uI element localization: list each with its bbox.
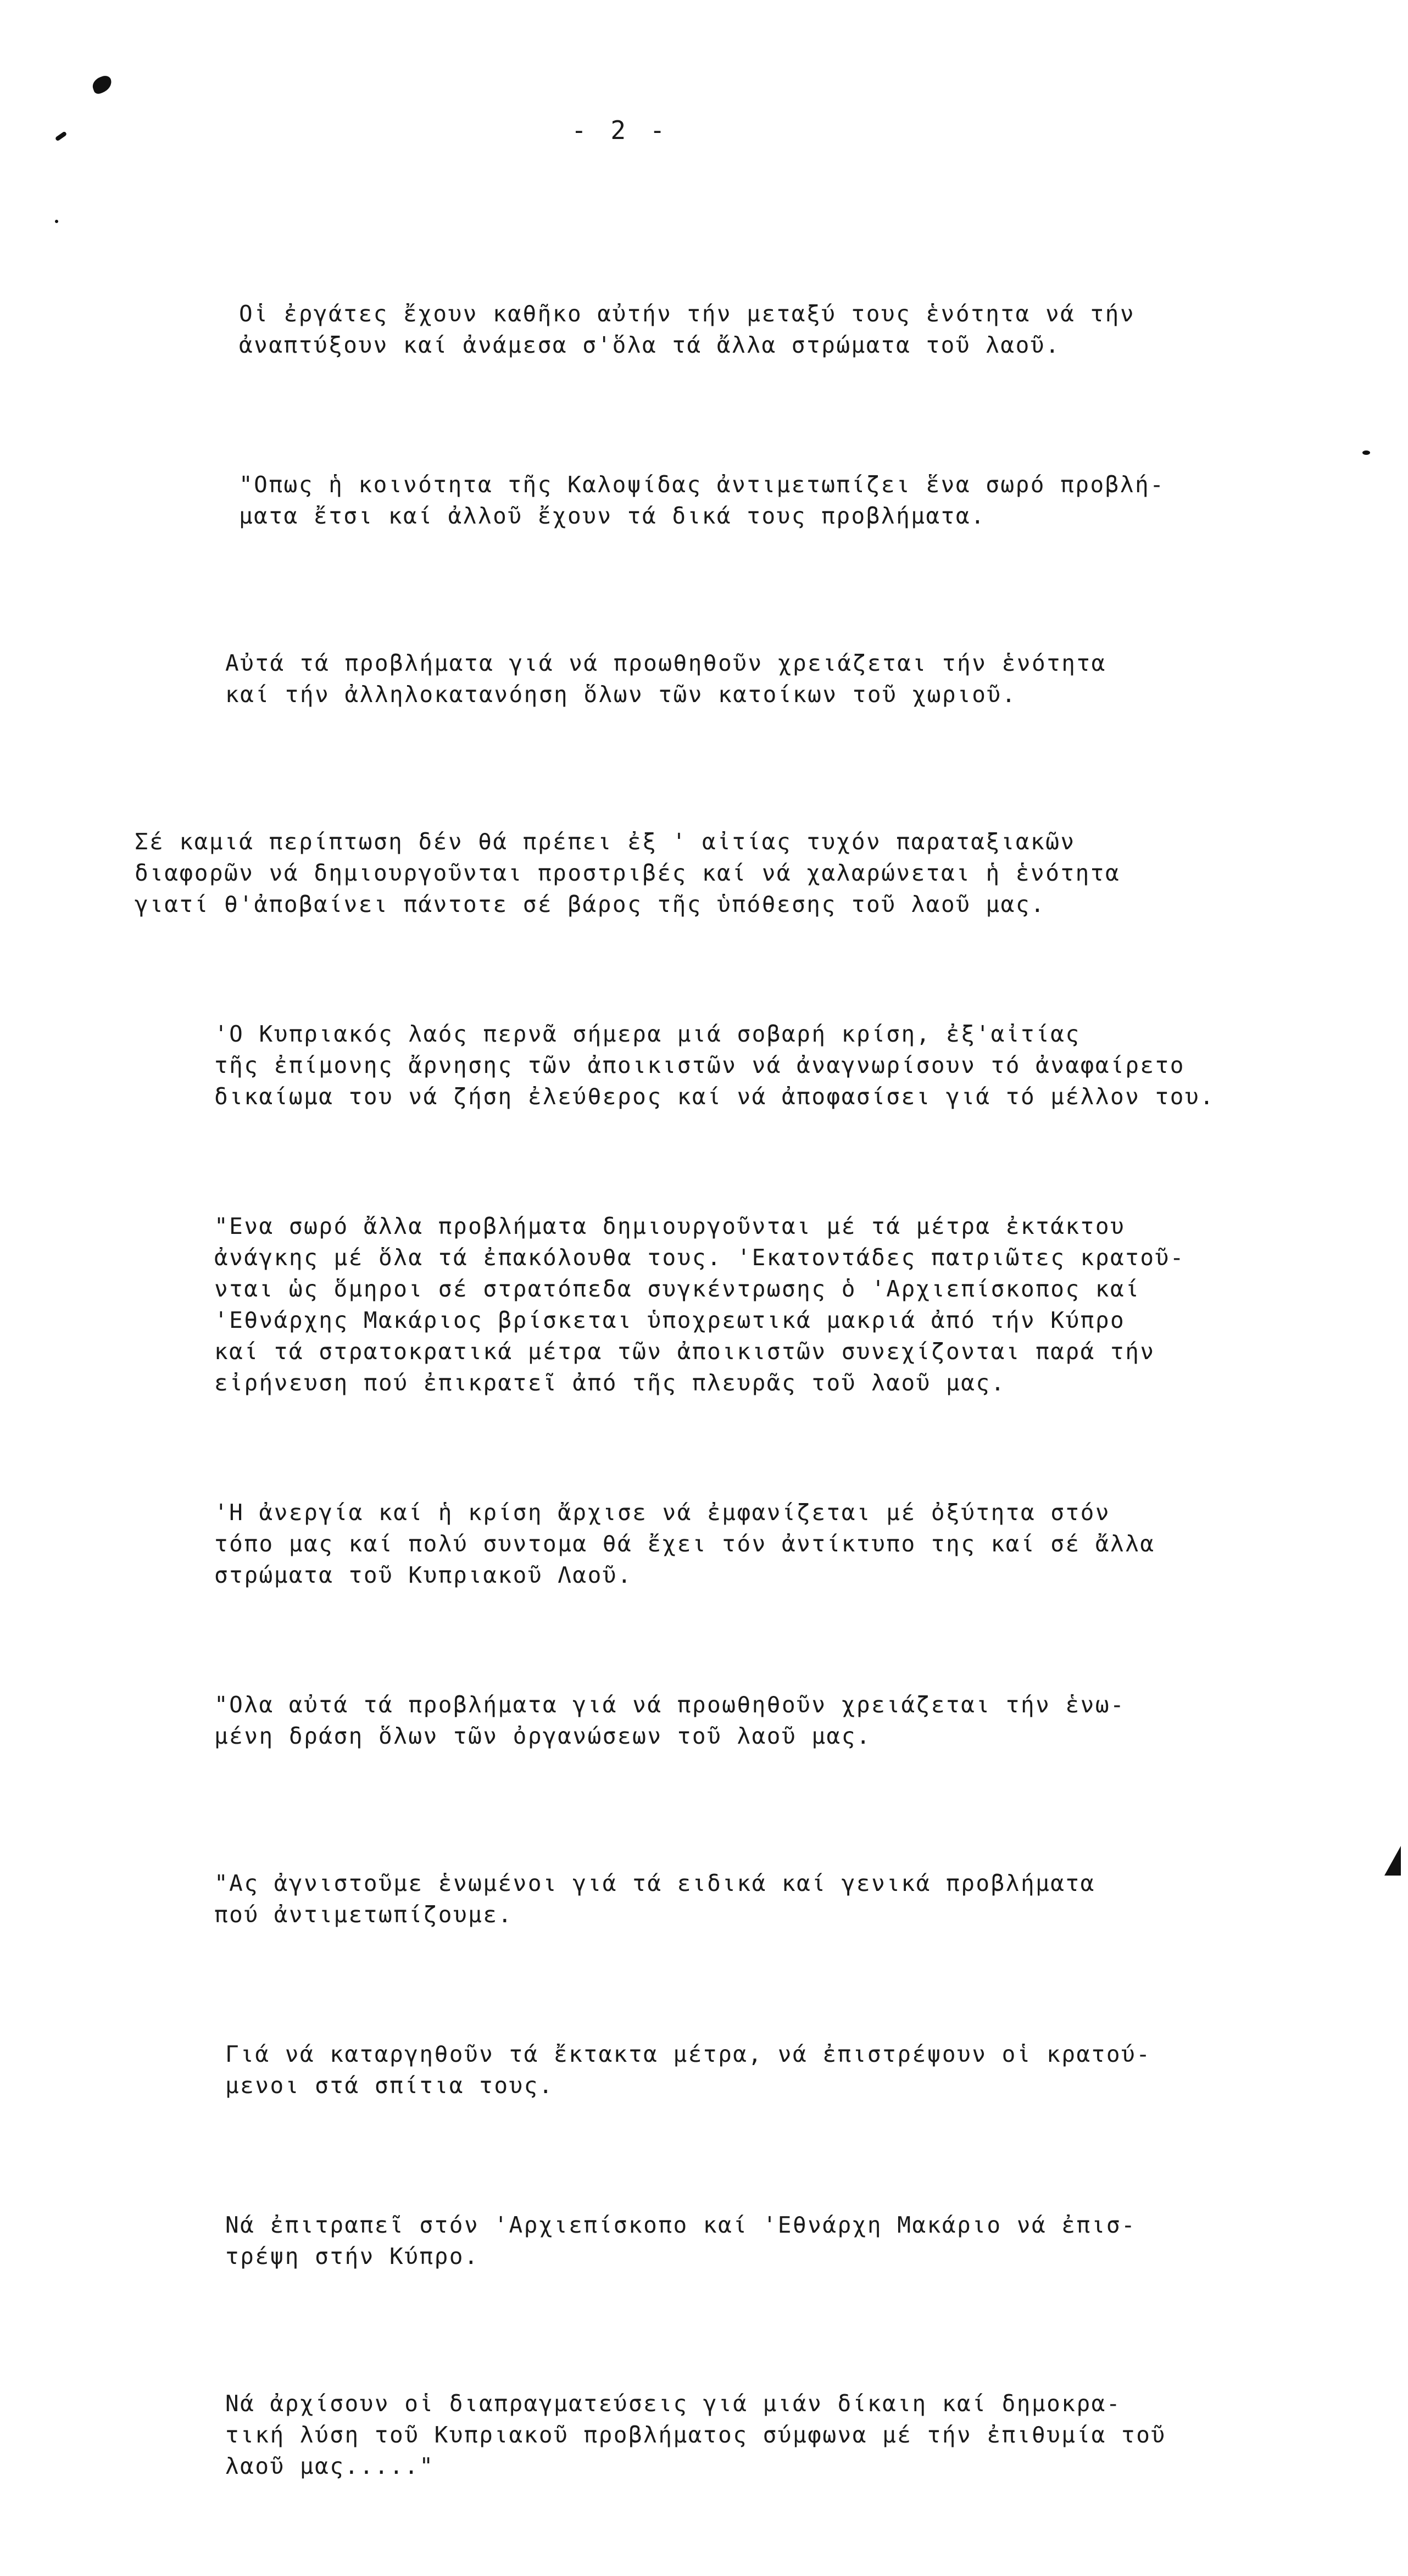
paragraph-united-action [143, 1689, 1285, 1752]
text-line: γιατί θ'ἀποβαίνει πάντοτε σέ βάρος τῆς ὑπόθεσης τοῦ λαοῦ μας. [135, 891, 1046, 917]
text-line: καί τήν ἀλληλοκατανόηση ὅλων τῶν κατοίκων τοῦ χωριοῦ. [225, 681, 1017, 708]
ink-speck [1362, 450, 1370, 455]
paragraph-kalopsida-problems [143, 469, 1285, 532]
text-line: δικαίωμα του νά ζήση ἐλεύθερος καί νά ἀποφασίσει γιά τό μέλλον του. [214, 1083, 1215, 1110]
text-line: 'Ο Κυπριακός λαός περνᾶ σήμερα μιά σοβαρή κρίση, ἐξ'αἰτίας [214, 1021, 1081, 1047]
paragraph-unemployment [143, 1497, 1285, 1591]
text-line: ἀναπτύξουν καί ἀνάμεσα σ'ὅλα τά ἄλλα στρώματα τοῦ λαοῦ. [239, 332, 1061, 358]
paragraph-party-differences [135, 826, 1285, 920]
text-line: μενοι στά σπίτια τους. [225, 2072, 554, 2099]
text-line: Οἱ ἐργάτες ἔχουν καθῆκο αὐτήν τήν μεταξύ τους ἑνότητα νά τήν [239, 301, 1136, 327]
text-line: στρώματα τοῦ Κυπριακοῦ Λαοῦ. [214, 1562, 633, 1588]
text-line: "Ενα σωρό ἄλλα προβλήματα δημιουργοῦνται μέ τά μέτρα ἐκτάκτου [214, 1213, 1126, 1239]
paragraph-return-makarios [143, 2210, 1285, 2272]
text-line: "Ας ἀγνιστοῦμε ἑνωμένοι γιά τά ειδικά καί γενικά προβλήματα [214, 1870, 1095, 1896]
text-line: "Ολα αὐτά τά προβλήματα γιά νά προωθηθοῦν χρειάζεται τήν ἑνω- [214, 1692, 1126, 1718]
text-line: Νά ἀρχίσουν οἱ διαπραγματεύσεις γιά μιάν δίκαιη καί δημοκρα- [225, 2390, 1122, 2417]
text-line: τική λύση τοῦ Κυπριακοῦ προβλήματος σύμφωνα μέ τήν ἐπιθυμία τοῦ [225, 2422, 1166, 2448]
text-line: τῆς ἐπίμονης ἄρνησης τῶν ἀποικιστῶν νά ἀναγνωρίσουν τό ἀναφαίρετο [214, 1052, 1185, 1078]
text-line: τρέψη στήν Κύπρο. [225, 2243, 480, 2269]
text-line: Αὐτά τά προβλήματα γιά νά προωθηθοῦν χρειάζεται τήν ἑνότητα [225, 650, 1106, 676]
text-line: νται ὡς ὅμηροι σέ στρατόπεδα συγκέντρωσης ὁ 'Αρχιεπίσκοπος καί [214, 1276, 1140, 1302]
text-line: 'Εθνάρχης Μακάριος βρίσκεται ὑποχρεωτικά μακριά ἀπό τήν Κύπρο [214, 1307, 1126, 1333]
body-text [135, 204, 1285, 2576]
text-line: ἀνάγκης μέ ὅλα τά ἐπακόλουθα τους. 'Εκατοντάδες πατριῶτες κρατοῦ- [214, 1244, 1185, 1271]
text-line: πού ἀντιμετωπίζουμε. [214, 1901, 513, 1928]
text-line: μένη δράση ὅλων τῶν ὀργανώσεων τοῦ λαοῦ μας. [214, 1723, 872, 1749]
text-line: διαφορῶν νά δημιουργοῦνται προστριβές καί νά χαλαρώνεται ἡ ἑνότητα [135, 860, 1121, 886]
page-corner-shadow [1384, 1846, 1401, 1876]
text-line: καί τά στρατοκρατικά μέτρα τῶν ἀποικιστῶν συνεχίζονται παρά τήν [214, 1338, 1155, 1365]
ink-tick-mark [55, 131, 68, 141]
text-line: 'Η ἀνεργία καί ἡ κρίση ἄρχισε νά ἐμφανίζεται μέ ὀξύτητα στόν [214, 1499, 1111, 1526]
paragraph-unity-needed [143, 648, 1285, 710]
paragraph-workers-unity [143, 298, 1285, 361]
text-line: τόπο μας καί πολύ συντομα θά ἔχει τόν ἀντίκτυπο της καί σέ ἄλλα [214, 1531, 1155, 1557]
page-number: - 2 - [571, 115, 670, 145]
paragraph-cyprus-crisis [143, 1019, 1285, 1112]
text-line: ματα ἔτσι καί ἀλλοῦ ἔχουν τά δικά τους προβλήματα. [239, 503, 986, 529]
paragraph-negotiations [143, 2388, 1285, 2482]
text-line: Γιά νά καταργηθοῦν τά ἔκτακτα μέτρα, νά ἐπιστρέψουν οἱ κρατού- [225, 2041, 1151, 2067]
text-line: Σέ καμιά περίπτωση δέν θά πρέπει ἐξ ' αἰτίας τυχόν παραταξιακῶν [135, 828, 1076, 855]
text-line: λαοῦ μας....." [225, 2453, 435, 2479]
ink-speck [55, 220, 58, 223]
text-line: εἰρήνευση πού ἐπικρατεῖ ἀπό τῆς πλευρᾶς τοῦ λαοῦ μας. [214, 1370, 1006, 1396]
paragraph-emergency-measures [143, 1211, 1285, 1399]
paragraph-abolish-measures [143, 2039, 1285, 2101]
text-line: "Οπως ἡ κοινότητα τῆς Καλοψίδας ἀντιμετωπίζει ἕνα σωρό προβλή- [239, 471, 1165, 498]
text-line: Νά ἐπιτραπεῖ στόν 'Αρχιεπίσκοπο καί 'Εθνάρχη Μακάριο νά ἐπισ- [225, 2212, 1137, 2238]
ink-blot-mark [90, 74, 114, 96]
paragraph-struggle-united [143, 1868, 1285, 1930]
